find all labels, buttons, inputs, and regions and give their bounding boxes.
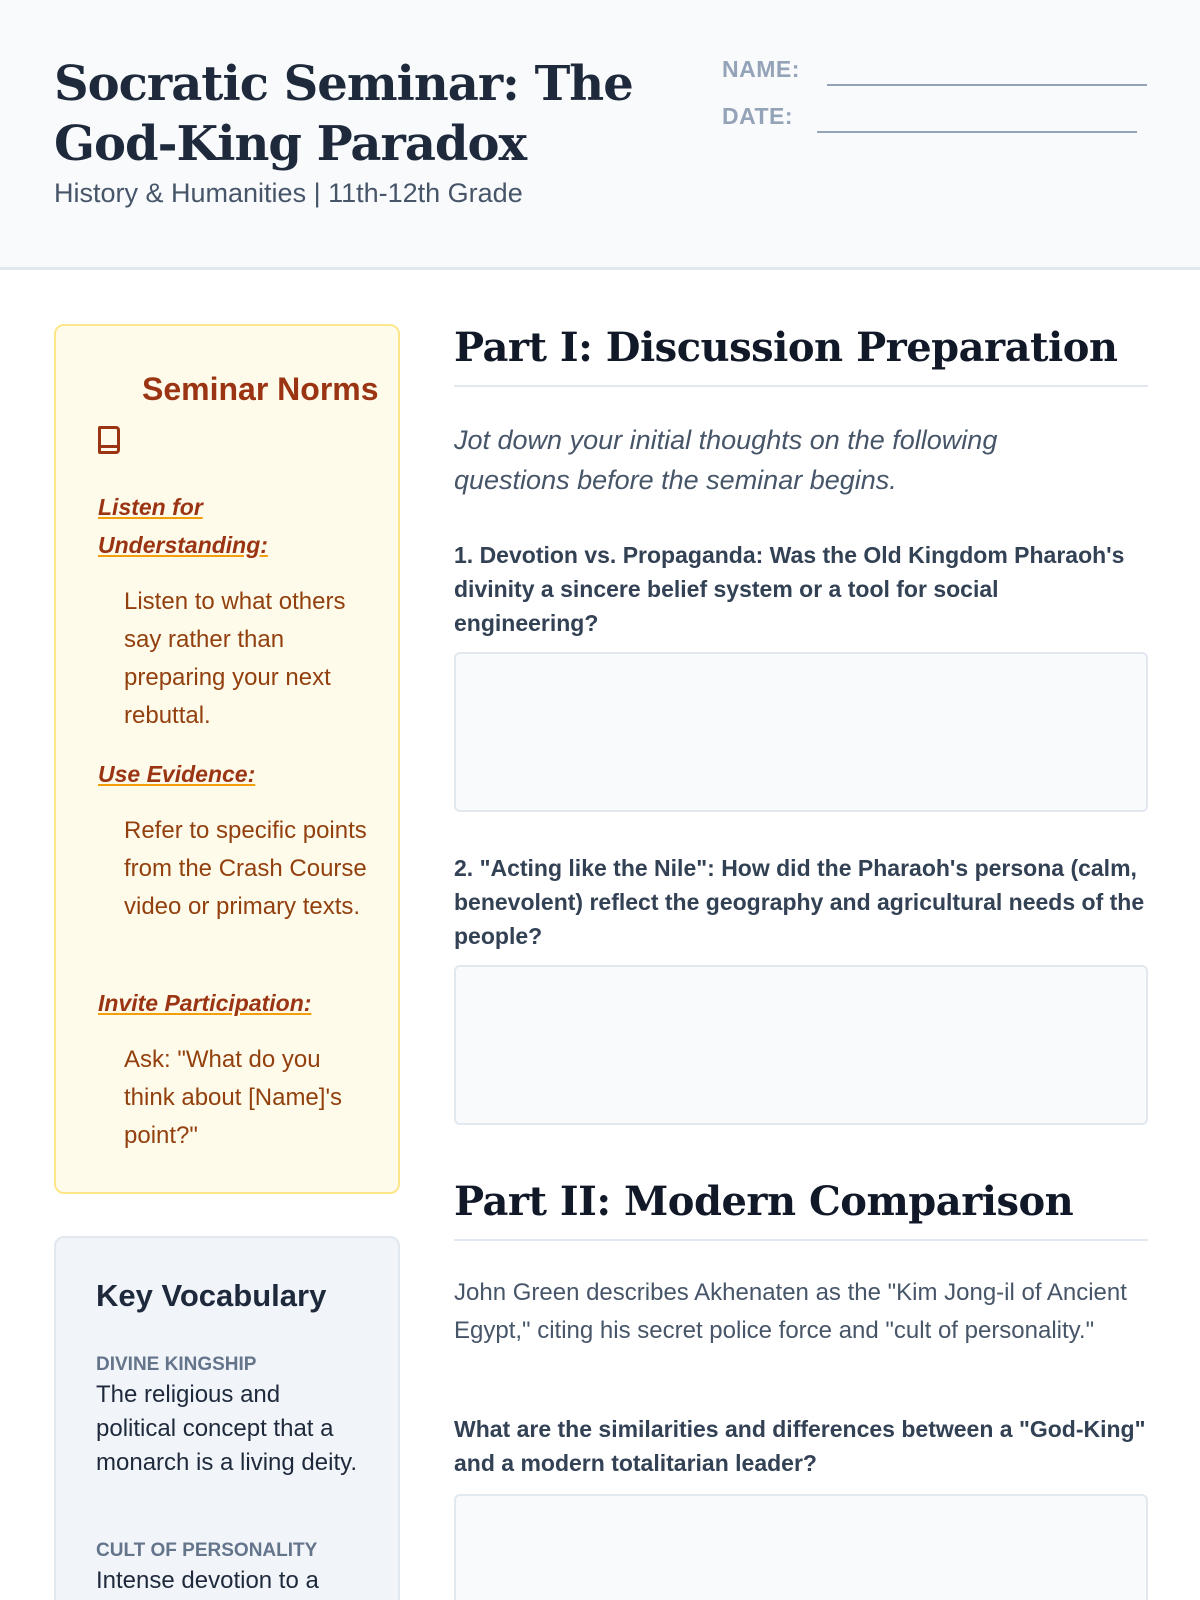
vocab-term: CULT OF PERSONALITY <box>96 1540 318 1561</box>
question-2: 2. "Acting like the Nile": How did the Pharaoh's persona (calm, benevolent) reflect the geography and agricultural needs of the people? <box>454 855 1145 949</box>
question-1: 1. Devotion vs. Propaganda: Was the Old Kingdom Pharaoh's divinity a sincere belief system or a tool for social engineering? <box>454 542 1125 636</box>
book-icon <box>98 426 120 454</box>
answer-box-3[interactable] <box>454 1494 1148 1600</box>
name-field[interactable] <box>827 84 1147 86</box>
question-3: What are the similarities and differences between a "God-King" and a modern totalitarian leader? <box>454 1416 1146 1476</box>
part-one-title: Part I: Discussion Preparation <box>454 324 1148 387</box>
vocab-title: Key Vocabulary <box>96 1278 327 1313</box>
vocab-term: DIVINE KINGSHIP <box>96 1354 257 1375</box>
seminar-norms-panel <box>54 324 400 1194</box>
answer-box-2[interactable] <box>454 965 1148 1125</box>
part-one-instructions: Jot down your initial thoughts on the following questions before the seminar begins. <box>454 425 998 495</box>
key-vocabulary-panel <box>54 1236 400 1600</box>
norm-description: Ask: "What do you think about [Name]'s point?" <box>124 1046 343 1149</box>
norm-term: Listen for Understanding: <box>98 494 268 558</box>
vocab-definition: The religious and political concept that a monarch is a living deity. <box>96 1381 357 1476</box>
date-field[interactable] <box>817 131 1137 133</box>
page-title: Socratic Seminar: The God-King Paradox <box>54 56 633 172</box>
norm-term: Use Evidence: <box>98 761 256 787</box>
norms-title: Seminar Norms <box>142 371 379 407</box>
part-two-context: John Green describes Akhenaten as the "Kim Jong-il of Ancient Egypt," citing his secret police force and "cult of personality." <box>454 1279 1127 1344</box>
norm-description: Refer to specific points from the Crash Course video or primary texts. <box>124 817 367 920</box>
vocab-definition: Intense devotion to a <box>96 1567 319 1594</box>
name-label: NAME: <box>722 56 800 82</box>
date-label: DATE: <box>722 103 794 129</box>
worksheet-header <box>0 0 1200 270</box>
norm-description: Listen to what others say rather than preparing your next rebuttal. <box>124 588 346 729</box>
page-subtitle: History & Humanities | 11th-12th Grade <box>54 178 523 208</box>
answer-box-1[interactable] <box>454 652 1148 812</box>
norm-term: Invite Participation: <box>98 990 312 1016</box>
part-two-title: Part II: Modern Comparison <box>454 1178 1148 1241</box>
